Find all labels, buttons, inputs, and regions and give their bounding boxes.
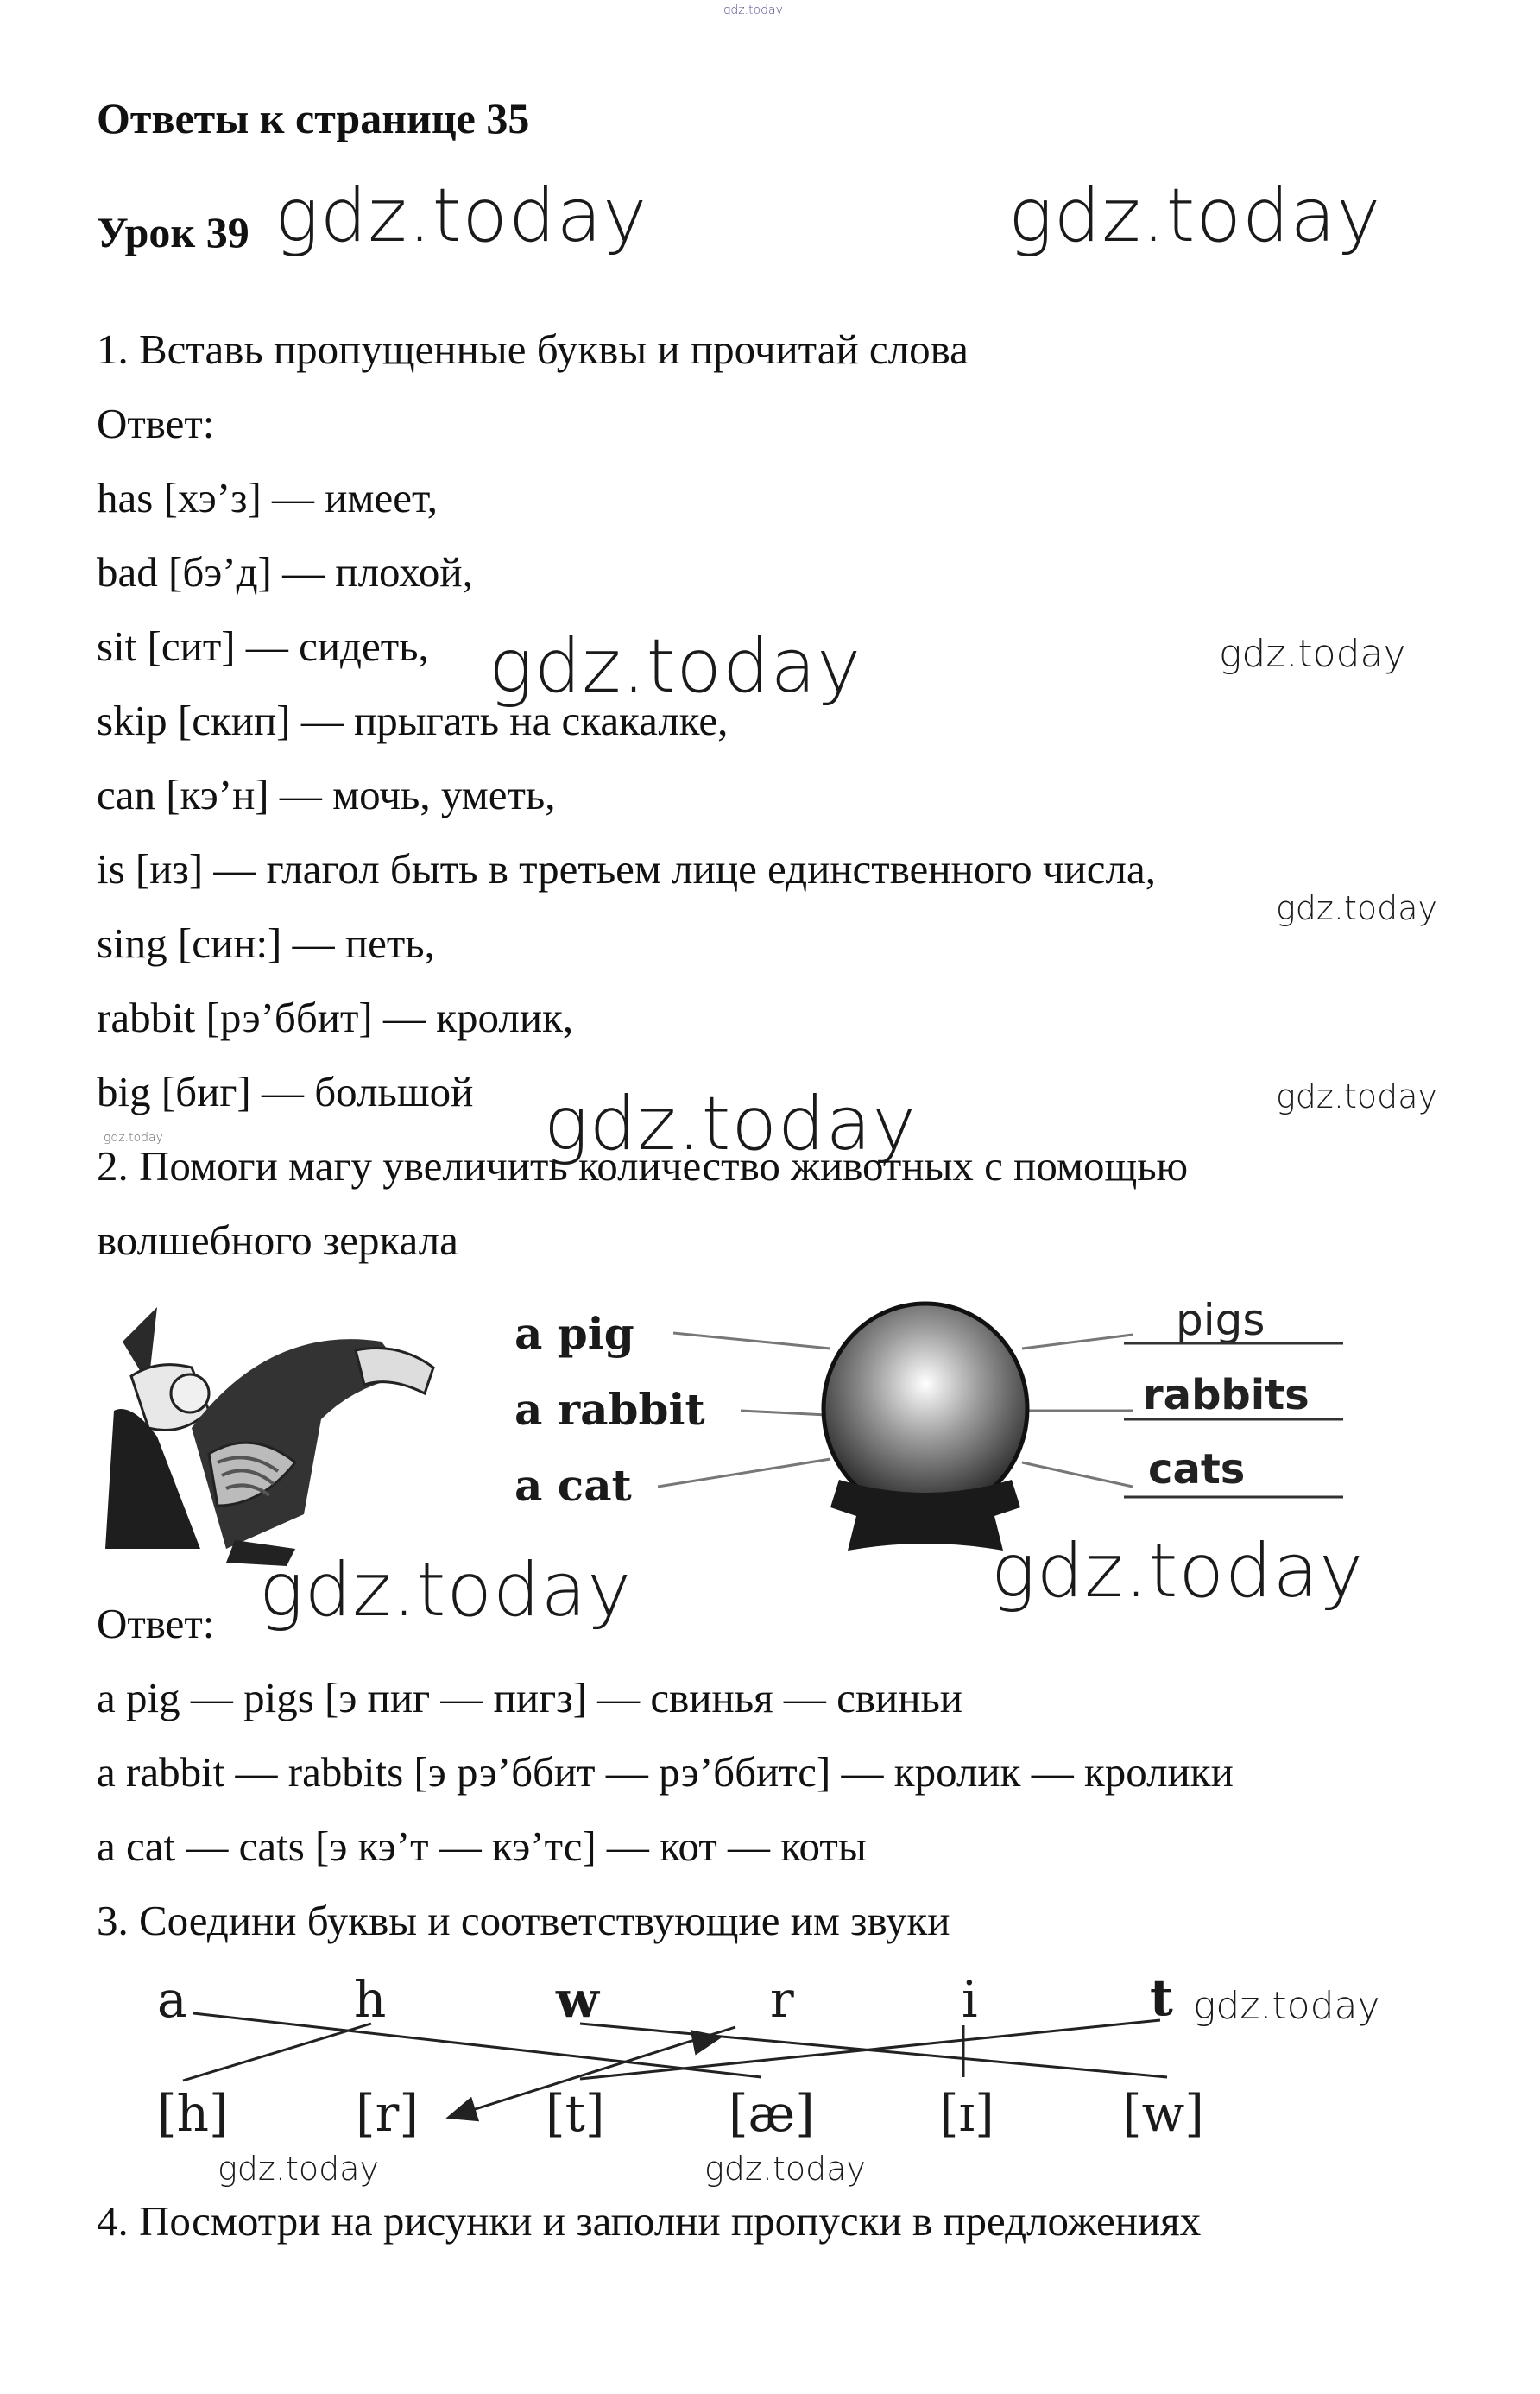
watermark: gdz.today bbox=[544, 1081, 918, 1167]
watermark: gdz.today bbox=[1276, 1077, 1437, 1115]
crystal-ball-icon bbox=[824, 1304, 1027, 1551]
task2-line: a cat — cats [э кэ’т — кэ’тс] — кот — коты bbox=[97, 1822, 867, 1870]
figure-answer-word: pigs bbox=[1176, 1295, 1265, 1345]
letter-a: a bbox=[157, 1970, 187, 2029]
task1-line: sing [син:] — петь, bbox=[97, 919, 435, 967]
task1-line: skip [скип] — прыгать на скакалке, bbox=[97, 697, 729, 744]
watermark: gdz.today bbox=[259, 1547, 633, 1633]
watermark: gdz.today bbox=[1193, 1984, 1380, 2028]
letters-sounds-figure bbox=[97, 1963, 1253, 2169]
figure-word: a pig bbox=[514, 1308, 634, 1359]
task2-heading: 2. Помоги магу увеличить количество животных с помощью bbox=[97, 1142, 1189, 1190]
watermark: gdz.today bbox=[704, 2150, 866, 2188]
figure-answer-word: rabbits bbox=[1143, 1371, 1310, 1419]
letter-h: h bbox=[354, 1970, 387, 2029]
sound-t: [t] bbox=[546, 2084, 605, 2143]
task2-line: a pig — pigs [э пиг — пигз] — свинья — свиньи bbox=[97, 1674, 963, 1721]
task1-line: has [хэ’з] — имеет, bbox=[97, 474, 438, 521]
watermark: gdz.today bbox=[991, 1528, 1365, 1614]
watermark: gdz.today bbox=[1276, 889, 1437, 927]
watermark: gdz.today bbox=[104, 1131, 163, 1145]
task2-heading-cont: волшебного зеркала bbox=[97, 1216, 458, 1264]
task1-heading: 1. Вставь пропущенные буквы и прочитай слова bbox=[97, 325, 969, 373]
letter-t: t bbox=[1150, 1968, 1173, 2027]
task2-answer-label: Ответ: bbox=[97, 1600, 215, 1647]
task3-heading: 3. Соедини буквы и соответствующие им звуки bbox=[97, 1897, 950, 1944]
matching-lines bbox=[183, 2013, 1167, 2117]
lesson-title: Урок 39 bbox=[97, 208, 249, 256]
figure-answer-word: cats bbox=[1148, 1445, 1246, 1494]
task1-answer-label: Ответ: bbox=[97, 400, 215, 447]
letter-r: r bbox=[770, 1970, 794, 2029]
task2-line: a rabbit — rabbits [э рэ’ббит — рэ’ббитс] — кролик — кролики bbox=[97, 1748, 1234, 1796]
letter-w: w bbox=[556, 1970, 599, 2029]
top-watermark: gdz.today bbox=[723, 3, 783, 17]
sound-w: [w] bbox=[1122, 2084, 1204, 2143]
figure-word: a cat bbox=[514, 1460, 632, 1511]
watermark: gdz.today bbox=[1219, 632, 1406, 676]
task1-line: sit [сит] — сидеть, bbox=[97, 622, 429, 670]
sound-i: [ɪ] bbox=[939, 2084, 994, 2143]
letter-i: i bbox=[962, 1970, 978, 2029]
wizard-image bbox=[105, 1307, 433, 1566]
watermark: gdz.today bbox=[489, 623, 862, 710]
watermark: gdz.today bbox=[275, 173, 648, 259]
watermark: gdz.today bbox=[218, 2150, 379, 2188]
watermark: gdz.today bbox=[1008, 173, 1382, 259]
task1-line: bad [бэ’д] — плохой, bbox=[97, 548, 473, 596]
page-title: Ответы к странице 35 bbox=[97, 94, 530, 142]
sound-r: [r] bbox=[356, 2084, 419, 2143]
task1-line: is [из] — глагол быть в третьем лице единственного числа, bbox=[97, 845, 1156, 893]
task1-line: rabbit [рэ’ббит] — кролик, bbox=[97, 994, 574, 1041]
figure-word: a rabbit bbox=[514, 1384, 705, 1435]
task4-heading: 4. Посмотри на рисунки и заполни пропуски в предложениях bbox=[97, 2197, 1202, 2245]
task1-line: can [кэ’н] — мочь, уметь, bbox=[97, 771, 556, 818]
task1-line: big [биг] — большой bbox=[97, 1068, 474, 1115]
sound-h: [h] bbox=[157, 2084, 229, 2143]
sound-ae: [æ] bbox=[729, 2084, 815, 2143]
letters-sounds-matching bbox=[97, 1963, 1253, 2169]
